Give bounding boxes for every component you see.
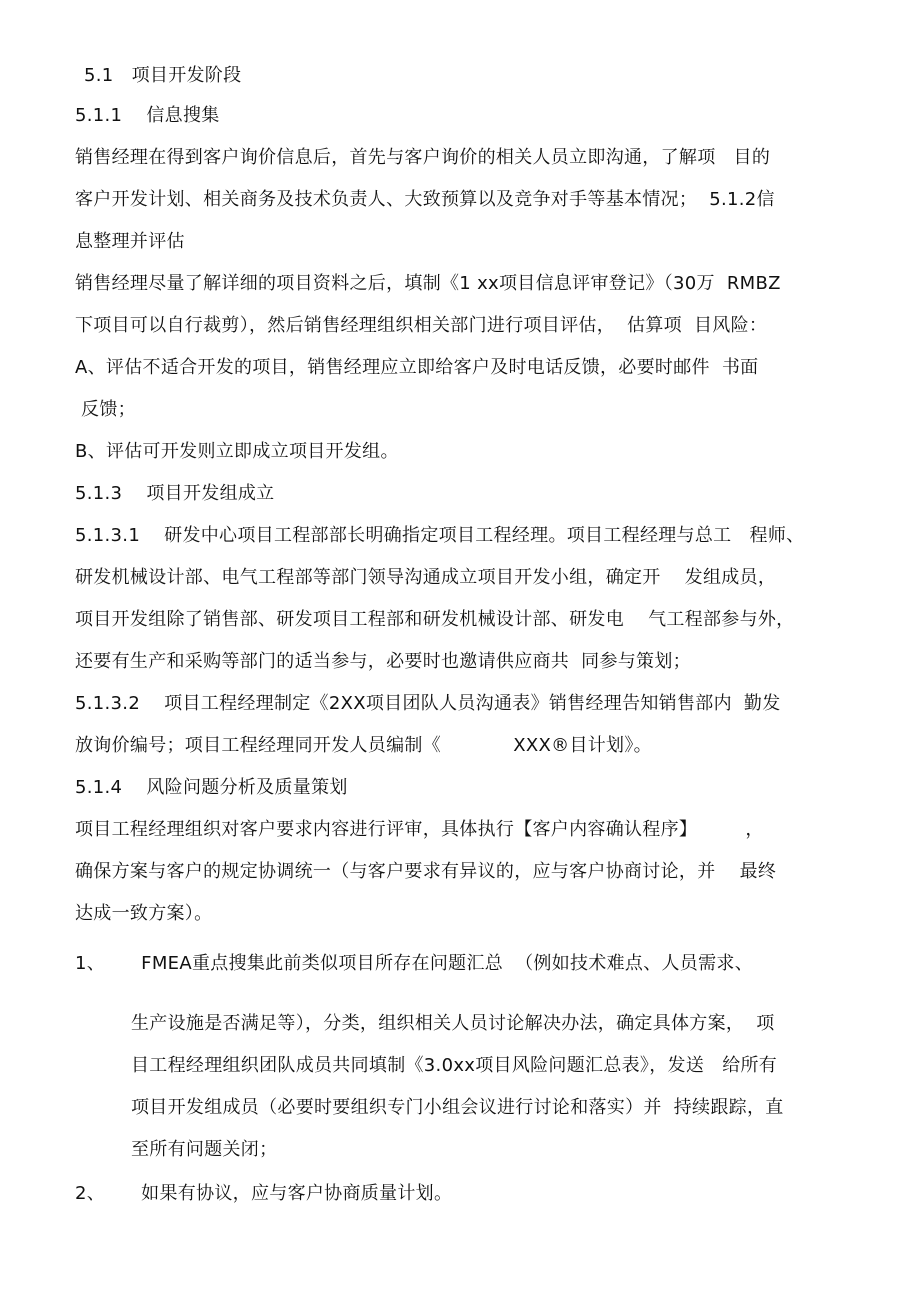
paragraph-line: A、评估不适合开发的项目，销售经理应立即给客户及时电话反馈，必要时邮件 书面 (75, 357, 759, 378)
paragraph-line: 确保方案与客户的规定协调统一（与客户要求有异议的，应与客户协商讨论，并 最终 (75, 861, 777, 882)
paragraph-line: 项目工程经理组织对客户要求内容进行评审，具体执行【客户内容确认程序】 ， (75, 819, 764, 840)
heading-5-1-1: 5.1.1 信息搜集 (75, 105, 220, 126)
paragraph-line: 销售经理在得到客户询价信息后，首先与客户询价的相关人员立即沟通，了解项 目的 (75, 147, 771, 168)
heading-5-1-3: 5.1.3 项目开发组成立 (75, 483, 275, 504)
paragraph-line: 达成一致方案）。 (75, 903, 213, 924)
list-item-continuation: 至所有问题关闭； (131, 1139, 278, 1160)
paragraph-line: 客户开发计划、相关商务及技术负责人、大致预算以及竞争对手等基本情况； 5.1.2信 (75, 189, 775, 210)
heading-5-1-4: 5.1.4 风险问题分析及质量策划 (75, 777, 348, 798)
list-item-continuation: 项目开发组成员（必要时要组织专门小组会议进行讨论和落实）并 持续跟踪，直 (131, 1097, 784, 1118)
paragraph-line: 5.1.3.2 项目工程经理制定《2XX项目团队人员沟通表》销售经理告知销售部内 勤发 (75, 693, 781, 714)
paragraph-line: 下项目可以自行裁剪），然后销售经理组织相关部门进行项目评估， 估算项 目风险： (75, 315, 768, 336)
heading-5-1: 5.1 项目开发阶段 (84, 65, 242, 86)
list-item-continuation: 生产设施是否满足等），分类，组织相关人员讨论解决办法，确定具体方案， 项 (131, 1013, 775, 1034)
paragraph-line: 研发机械设计部、电气工程部等部门领导沟通成立项目开发小组，确定开 发组成员， (75, 567, 777, 588)
paragraph-line: 息整理并评估 (75, 231, 185, 252)
list-item-2: 2、 如果有协议，应与客户协商质量计划。 (75, 1183, 453, 1204)
paragraph-line: 放询价编号；项目工程经理同开发人员编制《 XXX®目计划》。 (75, 735, 652, 756)
paragraph-line: B、评估可开发则立即成立项目开发组。 (75, 441, 399, 462)
list-item-1: 1、 FMEA重点搜集此前类似项目所存在问题汇总 （例如技术难点、人员需求、 (75, 953, 753, 974)
paragraph-line: 销售经理尽量了解详细的项目资料之后，填制《1 xx项目信息评审登记》（30万 RMBZ (75, 273, 781, 294)
paragraph-line: 还要有生产和采购等部门的适当参与，必要时也邀请供应商共 同参与策划； (75, 651, 691, 672)
list-item-continuation: 目工程经理组织团队成员共同填制《3.0xx项目风险问题汇总表》，发送 给所有 (131, 1055, 778, 1076)
paragraph-line: 反馈； (75, 399, 136, 420)
paragraph-line: 项目开发组除了销售部、研发项目工程部和研发机械设计部、研发电 气工程部参与外， (75, 609, 795, 630)
paragraph-line: 5.1.3.1 研发中心项目工程部部长明确指定项目工程经理。项目工程经理与总工 程师、 (75, 525, 805, 546)
